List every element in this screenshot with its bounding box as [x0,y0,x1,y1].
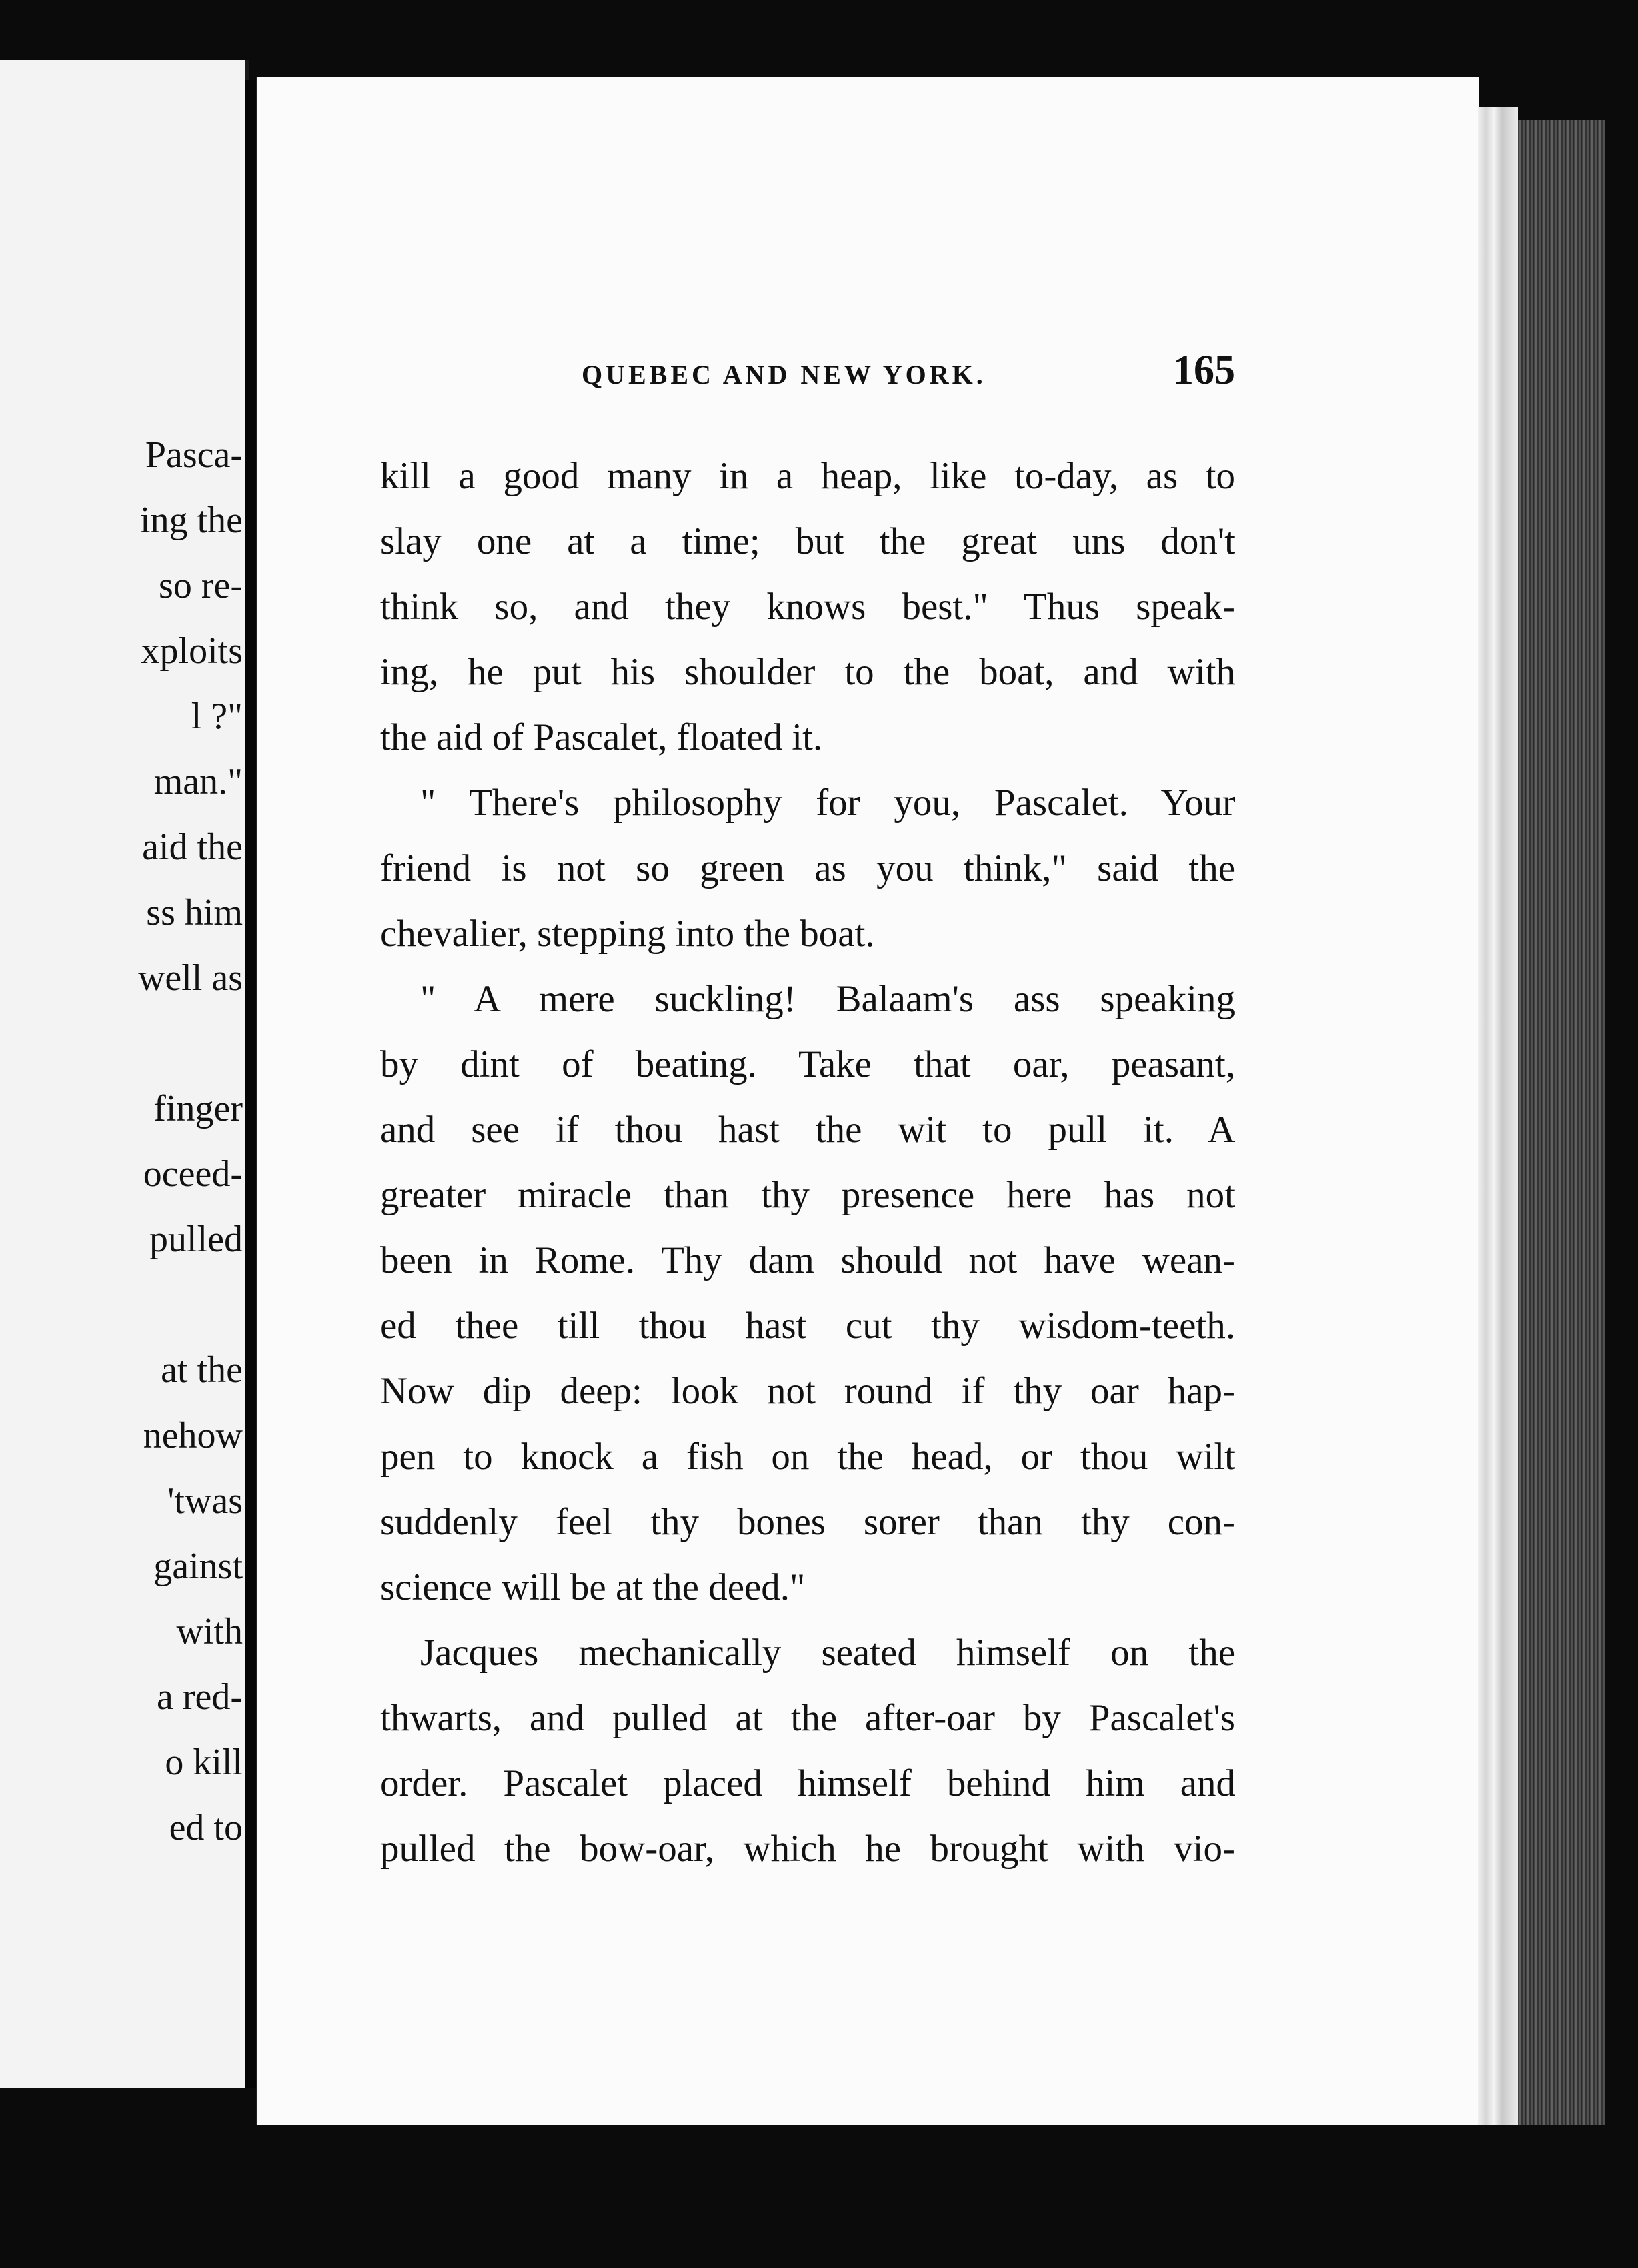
body-text [380,444,1235,1882]
left-page-fragment: at the [161,1349,243,1391]
left-page-fragment: pulled [149,1219,243,1260]
left-page-fragment: with [176,1611,243,1652]
scan-background [0,2125,1638,2268]
left-page-fragment: xploits [141,630,243,672]
text-line: chevalier, stepping into the boat. [380,913,875,955]
text-line: the aid of Pascalet, floated it. [380,716,823,758]
text-line: thwarts, and pulled at the after-oar by Pascalet's [380,1697,1235,1739]
text-line: been in Rome. Thy dam should not have wean- [380,1239,1235,1281]
running-head [582,347,1235,394]
left-page-fragment: aid the [142,826,243,868]
text-line: think so, and they knows best." Thus speak- [380,586,1235,628]
book-fore-edge [1518,120,1605,2148]
left-page-fragment: a red- [156,1676,243,1718]
left-page-fragment: ss him [146,892,243,933]
text-line: " A mere suckling! Balaam's ass speaking [420,978,1235,1020]
text-line: friend is not so green as you think," said the [380,847,1235,889]
text-line: pen to knock a fish on the head, or thou wilt [380,1436,1235,1478]
running-head-title: QUEBEC AND NEW YORK. [582,360,986,390]
left-page-fragment: man." [153,761,243,802]
left-page-fragment: o kill [165,1742,243,1783]
text-line: kill a good many in a heap, like to-day, as to [380,455,1235,497]
left-page-fragment: nehow [143,1415,243,1456]
left-page-fragment: so re- [159,565,243,606]
text-line: ed thee till thou hast cut thy wisdom-teeth. [380,1305,1235,1347]
book-gutter [245,80,256,2088]
left-page-fragment: 'twas [167,1480,243,1522]
text-line: slay one at a time; but the great uns don't [380,520,1235,562]
text-line: ing, he put his shoulder to the boat, and with [380,651,1235,693]
left-page-fragment: well as [137,957,243,999]
text-line: science will be at the deed." [380,1566,806,1608]
text-line: Now dip deep: look not round if thy oar hap- [380,1370,1235,1412]
left-page-fragment: ed to [169,1807,243,1848]
left-page-fragment: oceed- [143,1153,243,1195]
facing-page [0,60,249,2088]
left-page-fragment: gainst [153,1546,243,1587]
page-number: 165 [1173,348,1235,393]
text-line: pulled the bow-oar, which he brought with vio- [380,1828,1235,1870]
page-edge [1478,107,1518,2161]
text-line: suddenly feel thy bones sorer than thy con- [380,1501,1235,1543]
left-page-fragment: finger [153,1088,243,1129]
text-line: and see if thou hast the wit to pull it. A [380,1109,1235,1151]
left-page-fragment: l ?" [191,696,243,737]
text-line: order. Pascalet placed himself behind him and [380,1762,1235,1804]
text-line: " There's philosophy for you, Pascalet. Your [420,782,1235,824]
left-page-fragment: ing the [140,500,243,541]
left-page-fragment: Pasca- [145,434,243,476]
text-line: Jacques mechanically seated himself on the [420,1632,1235,1674]
text-line: greater miracle than thy presence here has not [380,1174,1235,1216]
text-line: by dint of beating. Take that oar, peasant, [380,1043,1235,1085]
